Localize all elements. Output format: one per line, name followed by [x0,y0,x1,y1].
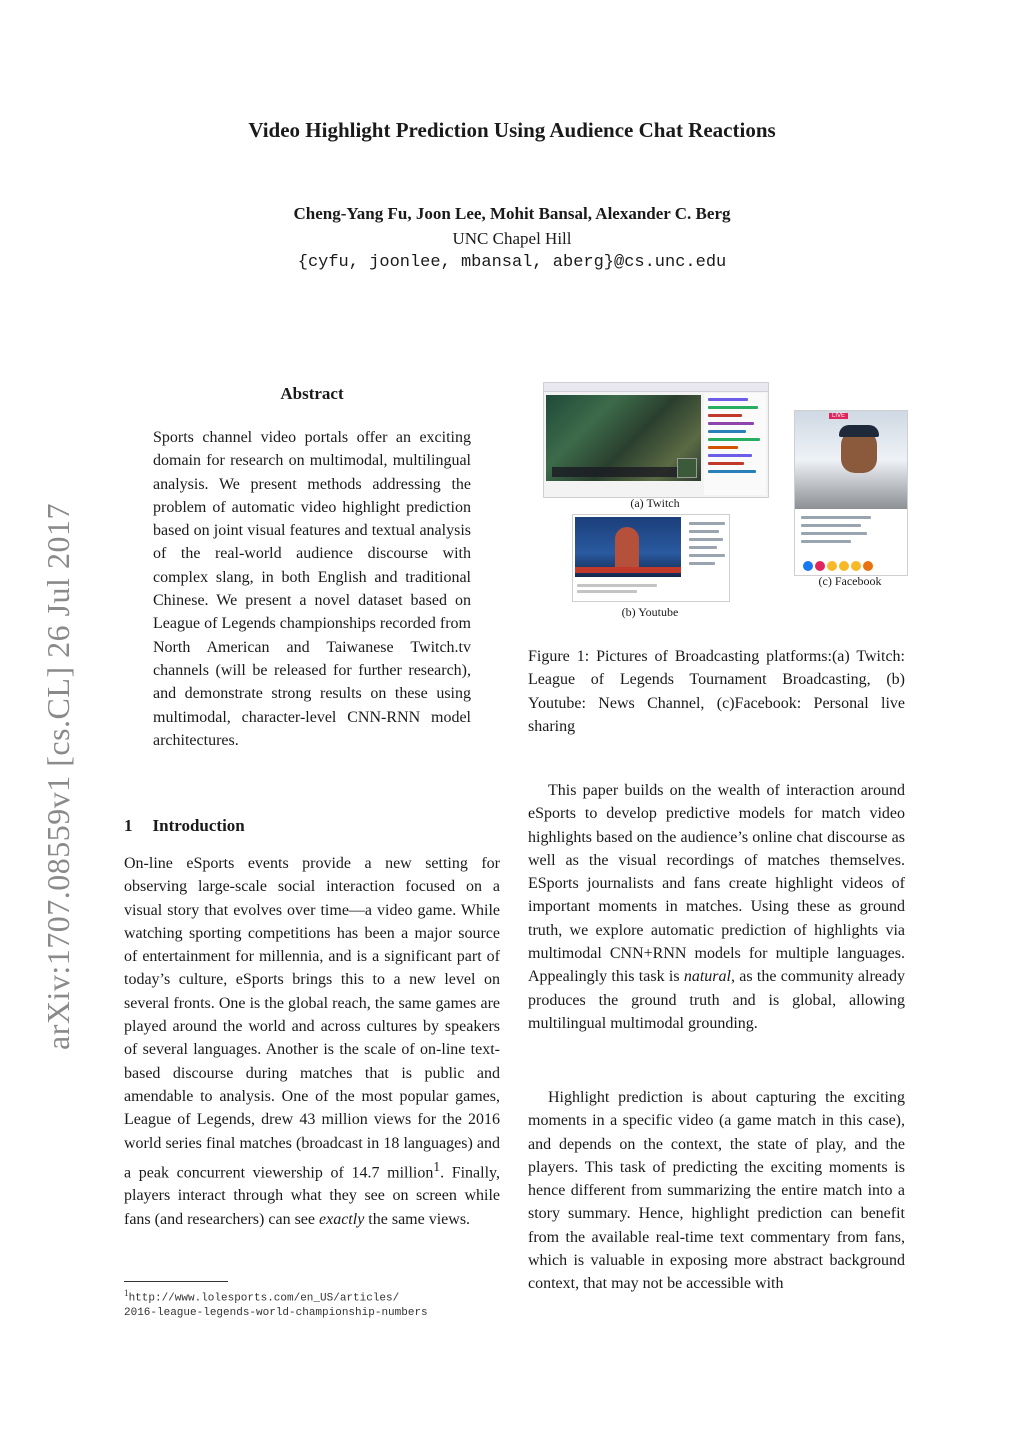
angry-icon [863,561,873,571]
facebook-comments [797,511,905,548]
twitch-chat-panel [704,393,766,495]
section-number: 1 [124,816,133,835]
para1-text-a: This paper builds on the wealth of interaction around eSports to develop predictive models for match video highlights based on the audience’s online chat discourse as well as the visual recordings of matches themselves. ESports journalists and fans create highlight videos of important moments in matches. Using these as ground truth, we explore automatic prediction of highlights via multimodal CNN+RNN models for multiple languages. Appealingly this task is [528,782,905,986]
twitch-screenshot [543,382,769,498]
affiliation: UNC Chapel Hill [452,229,572,248]
facebook-screenshot [794,410,908,576]
para1-text-b: , as the community already produces the ground truth and is global, allowing multilingual multimodal grounding. [528,968,905,1032]
author-emails: {cyfu, joonlee, mbansal, aberg}@cs.unc.edu [297,253,727,272]
wow-icon [839,561,849,571]
section-title: Introduction [152,816,245,835]
youtube-comments [575,581,681,596]
intro-text-a: On-line eSports events provide a new setting for observing large-scale social interaction focused on a visual story that evolves over time—a video game. While watching sporting competitions has been a major source of entertainment for millennia, and is a significant part of today’s culture, eSports brings this to a new level on several fronts. One is the global reach, the same games are played around the world and across cultures by speakers of several languages. Another is the scale of on-line text-based discourse during matches that is public and amendable to analysis. One of the most popular games, League of Legends, drew 43 million views for the 2016 world series final matches (broadcast in 18 languages) and a peak concurrent viewership of 14.7 million [124,855,500,1182]
footnote [124,1286,500,1320]
haha-icon [827,561,837,571]
live-badge: LIVE [829,413,848,419]
footnote-mark: 1 [124,1288,129,1298]
intro-text-c: the same views. [364,1210,471,1228]
arxiv-stamp: arXiv:1707.08559v1 [cs.CL] 26 Jul 2017 [40,503,76,1050]
paper-title: Video Highlight Prediction Using Audience Chat Reactions [248,118,776,142]
streamer-cap [839,425,879,437]
intro-text-b: . Finally, players interact through what they see on screen while fans (and researchers) can see [124,1164,501,1228]
body-paragraph-2: Highlight prediction is about capturing the exciting moments in a specific video (a game match in this case), and depends on the context, the state of play, and the players. This task of predicting the exciting moments is hence different from summarizing the entire match into a story summary. Hence, highlight prediction can benefit from the available real-time text commentary from fans, which is valuable in exposing more abstract background context, that may not be accessible with [528,1089,905,1293]
abstract-body: Sports channel video portals offer an exciting domain for research on multimodal, multilingual analysis. We present methods addressing the problem of automatic video highlight prediction based on joint visual features and textual analysis of the real-world audience discourse with complex slang, in both English and traditional Chinese. We present a novel dataset based on League of Legends championships recorded from North American and Taiwanese Twitch.tv channels (will be released for further research), and demonstrate strong results on these using multimodal, character-level CNN-RNN model architectures. [153,429,471,749]
section-heading [124,816,265,836]
abstract-heading: Abstract [280,384,344,403]
footnote-url-1[interactable]: http://www.lolesports.com/en_US/articles/ [128,1292,400,1305]
sad-icon [851,561,861,571]
minimap [677,458,697,478]
footnote-rule [124,1281,228,1282]
youtube-sidebar [685,517,727,587]
body-paragraph-1 [528,779,905,1035]
twitch-topbar [544,383,768,392]
subcaption-twitch: (a) Twitch [630,496,680,510]
love-icon [815,561,825,571]
twitch-video-frame [546,395,701,481]
footnote-url-2[interactable]: 2016-league-legends-world-championship-numbers [124,1306,428,1319]
footnote-ref: 1 [433,1158,441,1174]
hud-bar [552,467,692,477]
facebook-video-frame [795,411,907,509]
intro-paragraph [124,852,500,1231]
youtube-screenshot [572,514,730,602]
subcaption-facebook: (c) Facebook [818,574,882,588]
para1-emphasis: natural [683,968,731,986]
intro-emphasis: exactly [319,1210,365,1228]
author-list: Cheng-Yang Fu, Joon Lee, Mohit Bansal, Alexander C. Berg [293,204,731,223]
news-ticker [575,567,681,573]
like-icon [803,561,813,571]
subcaption-youtube: (b) Youtube [621,605,679,619]
figure-caption: Figure 1: Pictures of Broadcasting platforms:(a) Twitch: League of Legends Tournament Broadcasting, (b) Youtube: News Channel, (c)Facebook: Personal live sharing [528,648,905,735]
youtube-video-frame [575,517,681,577]
reaction-bar [803,561,873,571]
